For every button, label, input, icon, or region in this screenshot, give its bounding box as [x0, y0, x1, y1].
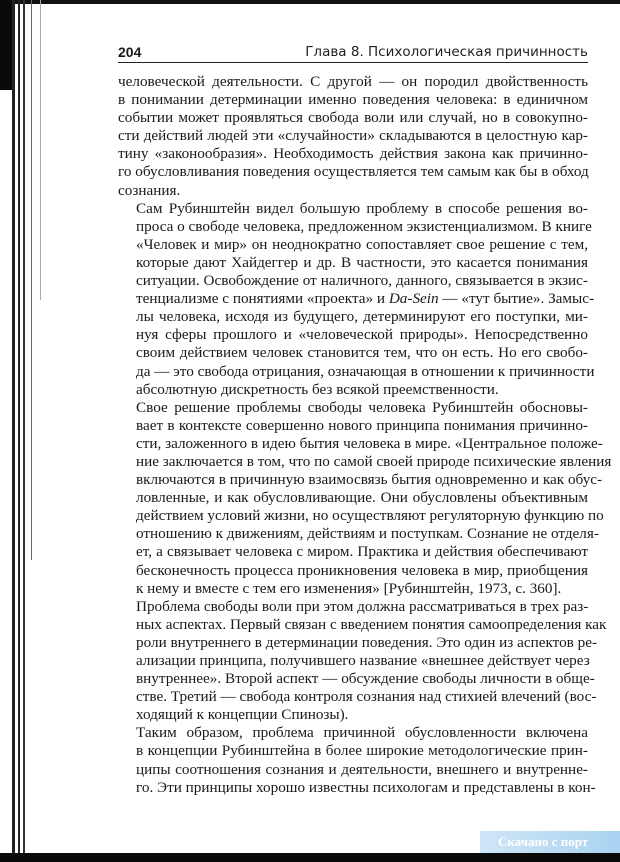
text-line: ние заключается в том, что по самой своей природе психические явления	[136, 452, 612, 470]
book-spine-line	[23, 0, 25, 862]
text-line: роли внутреннего в детерминации поведения. Это один из аспектов ре-	[136, 633, 598, 651]
text-line: сти, заложенного в идею бытия человека в мире. «Центральное положе-	[136, 434, 603, 452]
text-line: в концепции Рубинштейна в более широкие методологические прин-	[136, 742, 588, 760]
text-line: ходящий к концепции Спинозы).	[136, 706, 349, 724]
book-spine-line	[18, 0, 20, 862]
text-line: бесконечность процесса проникновения человека в мир, приобщения	[136, 561, 588, 579]
watermark-banner[interactable]: Скачано с порт	[480, 831, 620, 853]
text-line: «Человек и мир» он неоднократно сопоставляет свое решение с тем,	[136, 235, 588, 253]
text-line: ет, а связывает человека с миром. Практика и действия обеспечивают	[136, 543, 588, 561]
paragraph	[118, 724, 596, 796]
text-line: ных аспектах. Первый связан с введением понятия самоопределения как	[136, 615, 607, 633]
book-spine-line	[31, 0, 32, 560]
text-line: сознания.	[118, 181, 181, 199]
text-line: отношению к движениям, действиям и поступкам. Сознание не отделя-	[136, 525, 599, 543]
text-line: своим действием человек становится тем, что он есть. Но его свобо-	[136, 344, 588, 362]
text-line: вает в контексте совершенно нового принципа понимания причинно-	[136, 416, 588, 434]
paragraph	[118, 73, 588, 200]
text-line: Проблема свободы воли при этом должна рассматриваться в трех раз-	[136, 597, 589, 615]
text-line: человеческой деятельности. С другой — он породил двойственность	[118, 73, 588, 90]
running-head	[118, 40, 588, 63]
text-line: сти действий людей эти «случайности» складываются в целостную кар-	[118, 127, 588, 145]
text-line: абсолютную дискретность без всякой преемственности.	[136, 380, 499, 398]
book-spine-line	[12, 0, 15, 862]
scan-bottom-edge	[0, 853, 620, 862]
book-page	[118, 40, 612, 797]
text-line: го обусловливания поведения осуществляется тем самым как бы в обход	[118, 163, 589, 181]
text-line: ципы соотношения сознания и деятельности, внешнего и внутренне-	[136, 760, 588, 778]
scan-left-shadow	[0, 0, 12, 90]
paragraph	[118, 199, 595, 399]
italic-term: Da-Sein	[388, 290, 439, 308]
text-line: действием условий жизни, но осуществляют регуляторную функцию по	[136, 507, 604, 525]
paragraph	[118, 398, 612, 598]
text-line: в понимании детерминации именно поведения человека: в единичном	[118, 91, 588, 109]
text-line: ситуации. Освобождение от наличного, данного, связывается в экзис-	[136, 272, 588, 290]
text-line: нуя сферы прошлого и «человеческой природы». Непосредственно	[136, 326, 588, 344]
text-line: ализации принципа, получившего название «внешнее действует через	[136, 652, 590, 669]
text-line: Таким образом, проблема причинной обусловленности включена	[136, 724, 588, 742]
text-line: которые дают Хайдеггер и др. В частности, это касается понимания	[136, 253, 588, 271]
book-spine-line	[40, 0, 41, 300]
paragraph	[118, 597, 607, 725]
text-line: да — это свобода отрицания, означающая в отношении к причинности	[136, 362, 595, 380]
text-line: го. Эти принципы хорошо известны психологам и представлены в кон-	[136, 778, 596, 796]
scan-top-edge	[0, 0, 620, 4]
text-line: проса о свободе человека, предложенном экзистенциализмом. В книге	[136, 217, 592, 235]
chapter-title: Глава 8. Психологическая причинность	[305, 44, 588, 60]
text-line: Сам Рубинштейн видел большую проблему в способе решения во-	[136, 199, 588, 217]
text-line: стве. Третий — свобода контроля сознания над стихией влечений (вос-	[136, 688, 597, 706]
text-line: ловленные, и как обусловливающие. Они обусловлены объективным	[136, 489, 588, 507]
text-line: внутреннее». Второй аспект — обсуждение свободы личности в обще-	[136, 670, 595, 688]
text-line: тину «законообразия». Необходимость действия закона как причинно-	[118, 145, 588, 163]
text-line: к нему и вместе с тем его изменения» [Рубинштейн, 1973, с. 360].	[136, 579, 562, 597]
text-line: Свое решение проблемы свободы человека Рубинштейн обосновы-	[136, 398, 588, 416]
text-line: включаются в причинную взаимосвязь бытия одновременно и как обус-	[136, 471, 603, 489]
text-line: тенциализме с понятиями «проекта» и Da-Sein — «тут бытие». Замыс-	[136, 290, 595, 308]
text-line: событии может проявляться свобода воли или случай, но в совокупно-	[118, 109, 588, 127]
page-number: 204	[118, 44, 142, 60]
text-line: лы человека, исходя из будущего, детерминируют его поступки, ми-	[136, 308, 588, 326]
body-text	[118, 73, 612, 797]
